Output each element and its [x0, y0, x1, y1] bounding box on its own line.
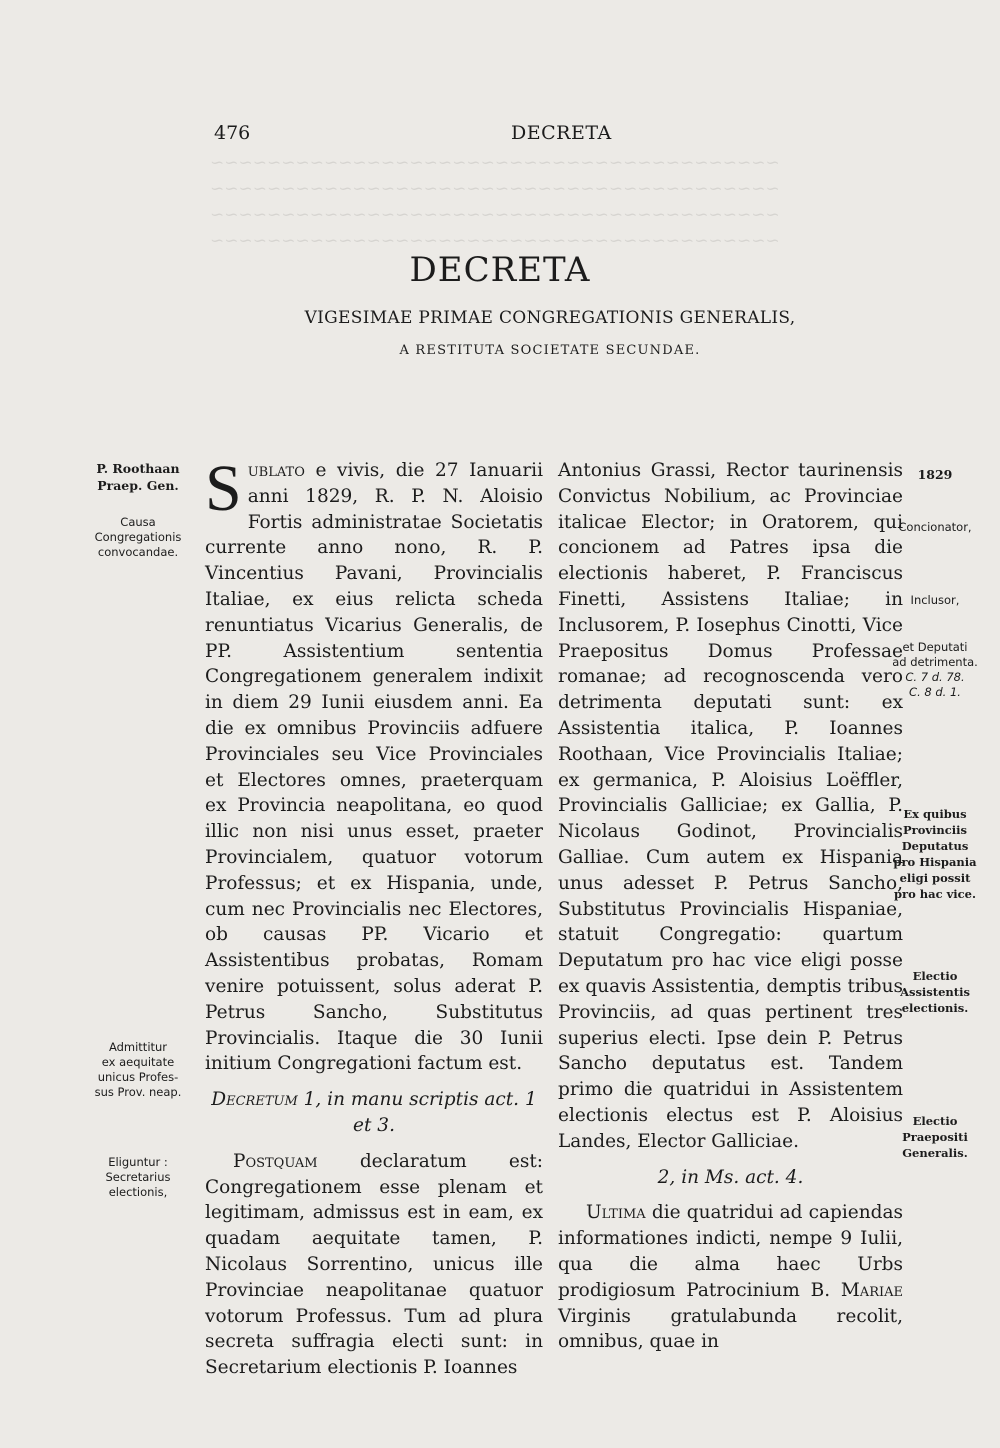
heading-lead: Decretum — [211, 1089, 298, 1111]
margin-line: electionis, — [108, 1185, 168, 1199]
margin-note-concionator: Concionator, — [898, 520, 972, 534]
margin-line: Assistentis — [900, 985, 970, 999]
margin-line: Electio — [912, 1114, 958, 1128]
text-column-left — [205, 452, 543, 1381]
small-caps-name: Mariae — [840, 1279, 903, 1301]
paragraph-text: e vivis, die 27 Ianuarii anni 1829, R. P. N. Aloisio Fortis administratae Societatis currente anno nono, R. P. Vincentius Pavani, Provincialis Italiae, ex eius relicta scheda renuntiatus Vicarius Generalis, de PP. Assistentium sententia Congregationem generalem indixit in diem 29 Iunii eiusdem anni. Ea die ex omnibus Provinciis adfuere Provinciales seu Vice Provinciales et Electores omnes, praeterquam ex Provincia neapolitana, eo quod illic non nisi unus esset, praeter Provincialem, quatuor votorum Professus; et ex Hispania, unde, cum nec Provincialis nec Electores, ob causas PP. Vicario et Assistentibus probatas, Romam venire potuissent, solus aderat P. Petrus Sancho, Substitutus Provincialis. Itaque die 30 Iunii initium Congregationi factum est. — [205, 460, 543, 1075]
margin-line: sus Prov. neap. — [94, 1085, 182, 1099]
margin-note-year: 1829 — [917, 467, 953, 482]
page-number: 476 — [214, 122, 251, 144]
subtitle-primary: VIGESIMAE PRIMAE CONGREGATIONIS GENERALIS, — [304, 308, 796, 328]
margin-line: Secretarius — [105, 1170, 171, 1184]
margin-line: Congregationis — [94, 530, 182, 544]
margin-line: Praep. Gen. — [97, 478, 179, 493]
paragraph-text: declaratum est: Congregationem esse plenam et legitimam, admissus est in eam, ex quadam aequitate tamen, P. Nicolaus Sorrentino, unicus ille Provinciae neapolitanae quatuor votorum Professus. Tum ad plura secreta suffragia electi sunt: in Secretarium electionis P. Ioannes — [205, 1150, 543, 1379]
text-column-right — [558, 458, 903, 1355]
margin-line: Generalis. — [902, 1146, 968, 1160]
running-head: DECRETA — [511, 122, 612, 144]
margin-line: C. 8 d. 1. — [909, 685, 961, 699]
margin-line: C. 7 d. 78. — [905, 670, 965, 684]
margin-line: Deputatus — [901, 839, 969, 853]
margin-note-roothaan — [88, 460, 188, 494]
bleed-through-decoration: ~~~~~~~~~~~~~~~~~~~~~~~~~~~~~~~~~~~~~~~~ ~~~~~~~~~~~~~~~~~~~~~~~~~~~~~~~~~~~~~~~~ ~~~~~~~~~~~~~~~~~~~~~~~~~~~~~~~~~~~~~~~~ ~~~~~~~~~~~~~~~~~~~~~~~~~~~~~~~~~~~~~~~~ — [210, 153, 780, 251]
margin-line: Admittitur — [108, 1040, 168, 1054]
lead-word: Postquam — [233, 1150, 318, 1172]
paragraph-ultima — [558, 1200, 903, 1355]
margin-line: ex aequitate — [101, 1055, 175, 1069]
margin-line: unicus Profes- — [97, 1070, 179, 1084]
margin-line: convocandae. — [97, 545, 179, 559]
lead-word: ublato — [247, 460, 305, 481]
paragraph-text: Virginis gratulabunda recolit, omnibus, quae in — [558, 1305, 903, 1353]
page-title: DECRETA — [409, 250, 591, 290]
margin-line: Electio — [912, 969, 958, 983]
paragraph-postquam — [205, 1149, 543, 1381]
decree-heading-2: 2, in Ms. act. 4. — [657, 1166, 804, 1188]
margin-note-admittitur — [88, 1040, 188, 1100]
margin-line: Praepositi — [902, 1130, 968, 1144]
margin-line: Ex quibus — [903, 807, 967, 821]
margin-note-inclusor: Inclusor, — [910, 593, 960, 607]
margin-line: Provinciis — [902, 823, 967, 837]
paragraph-text: die quatridui ad capiendas informationes indicti, nempe 9 Iulii, qua die alma haec Urbs prodigiosum Patrocinium B. — [558, 1202, 903, 1301]
decree-heading — [205, 1087, 543, 1139]
margin-note-causa — [88, 515, 188, 560]
margin-note-eliguntur — [88, 1155, 188, 1200]
drop-cap: S — [205, 452, 242, 525]
margin-line: pro Hispania — [893, 855, 977, 869]
margin-line: pro hac vice. — [894, 887, 976, 901]
heading-text: 1, in manu scriptis act. 1 et 3. — [297, 1089, 537, 1136]
margin-line: P. Roothaan — [96, 461, 180, 476]
margin-line: electionis. — [901, 1001, 969, 1015]
margin-line: et Deputati — [902, 640, 968, 654]
paragraph-opening — [205, 452, 543, 1077]
margin-line: Causa — [120, 515, 156, 529]
subtitle-secondary: A RESTITUTA SOCIETATE SECUNDAE. — [399, 343, 701, 358]
margin-line: Eliguntur : — [108, 1155, 168, 1169]
lead-word: Ultima — [586, 1202, 646, 1224]
margin-line: ad detrimenta. — [892, 655, 978, 669]
margin-line: eligi possit — [899, 871, 971, 885]
paragraph-continuation: Antonius Grassi, Rector taurinensis Convictus Nobilium, ac Provinciae italicae Elector; in Oratorem, qui concionem ad Patres ipsa die electionis haberet, P. Franciscus Finetti, Assistens Italiae; in Inclusorem, P. Iosephus Cinotti, Vice Praepositus Domus Professae romanae; ad recognoscenda vero detrimenta deputati sunt: ex Assistentia italica, P. Ioannes Roothaan, Vice Provincialis Italiae; ex germanica, P. Aloisius Loëffler, Provincialis Galliciae; ex Gallia, P. Nicolaus Godinot, Provincialis Galliae. Cum autem ex Hispania unus adesset P. Petrus Sancho, Substitutus Provincialis Hispaniae, statuit Congregatio: quartum Deputatum pro hac vice eligi posse ex quavis Assistentia, demptis tribus Provinciis, ad quas pertinent tres superius electi. Ipse dein P. Petrus Sancho deputatus est. Tandem primo die quatridui in Assistentem electionis electus est P. Aloisius Landes, Elector Galliciae. — [558, 460, 903, 1152]
